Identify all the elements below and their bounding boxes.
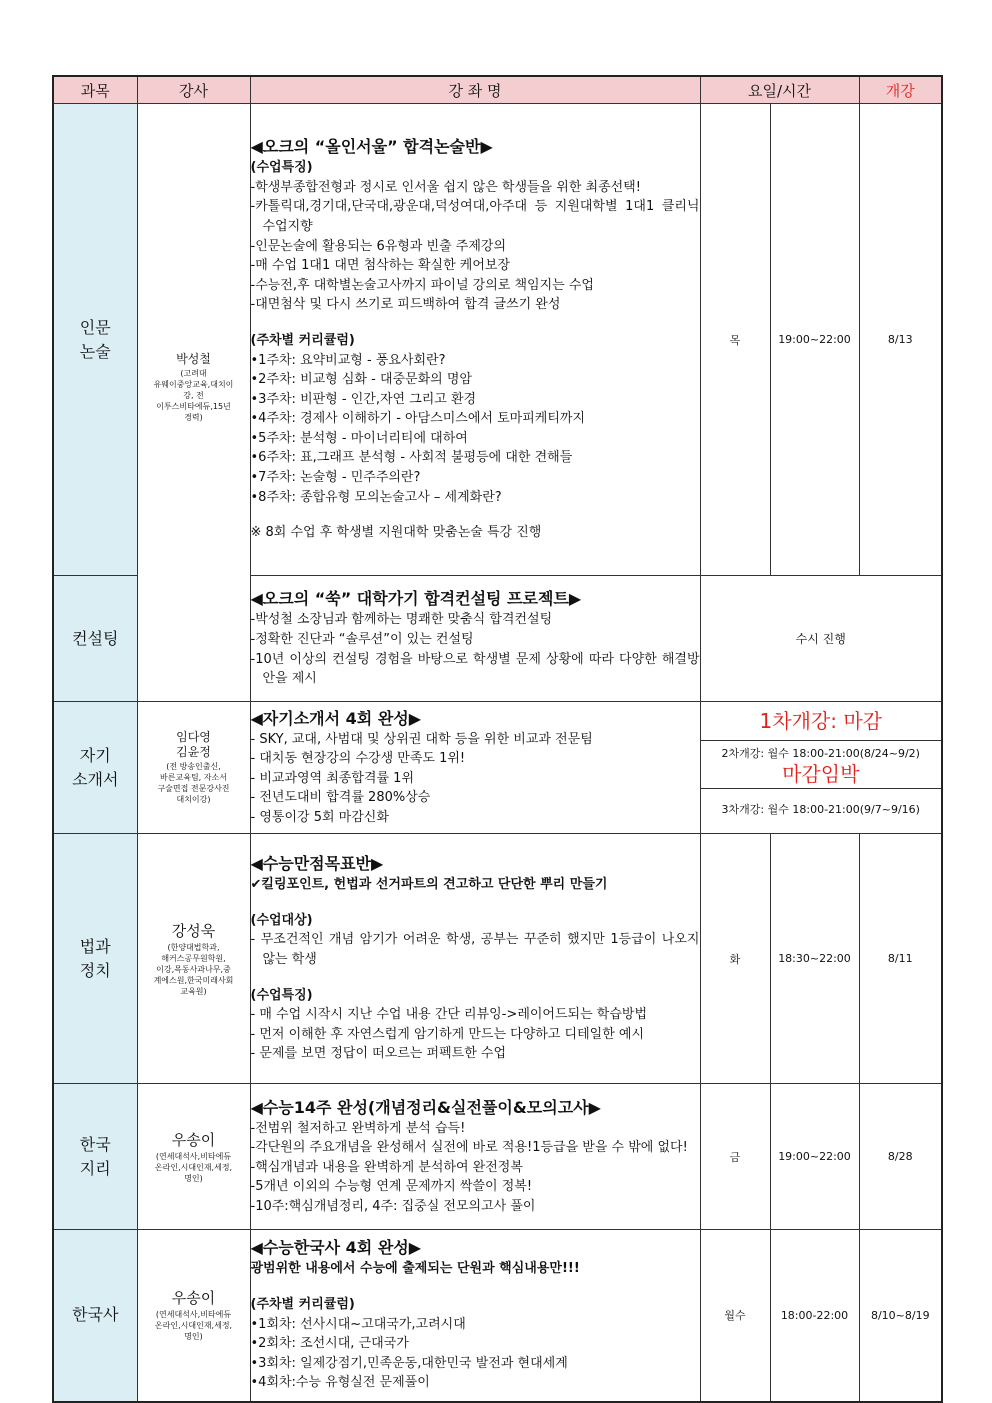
description-line: -대면첨삭 및 다시 쓰기로 피드백하여 합격 글쓰기 완성 <box>250 297 561 313</box>
header-course: 강 좌 명 <box>250 76 700 104</box>
description-line: - 무조건적인 개념 암기가 어려운 학생, 공부는 꾸준히 했지만 1등급이 나오지 않는 학생 <box>250 932 700 967</box>
table-row <box>53 702 942 834</box>
time-cell: 18:00-22:00 <box>770 1230 859 1402</box>
teacher-description: (한양대법학과, 해커스공무원학원, 이강,목동사과나무,중 계에스원,한국미래사회 교육원) <box>153 942 234 996</box>
description-line: -전범위 철저하고 완벽하게 분석 습득! <box>250 1120 466 1136</box>
teacher-name: 강성욱 <box>171 921 216 940</box>
section-heading: (수업대상) <box>250 912 313 928</box>
description-line: - 비교과영역 최종합격률 1위 <box>250 770 414 786</box>
course-cell <box>250 1230 700 1402</box>
description-line: •4회차:수능 유형실전 문제풀이 <box>250 1375 430 1391</box>
header-schedule: 요일/시간 <box>700 76 859 104</box>
description-line: -10주:핵심개념정리, 4주: 집중실 전모의고사 풀이 <box>250 1198 536 1214</box>
spacer <box>251 970 700 986</box>
section-heading: ✔킬링포인트, 헌법과 선거파트의 견고하고 단단한 뿌리 만들기 <box>250 877 608 893</box>
description-line: - SKY, 교대, 사범대 및 상위권 대학 등을 위한 비교과 전문팀 <box>250 731 593 747</box>
description-line: - 먼저 이해한 후 자연스럽게 암기하게 만드는 다양하고 디테일한 예시 <box>250 1026 645 1042</box>
time-cell: 19:00~22:00 <box>770 104 859 576</box>
course-title: ◀오크의 “올인서울” 합격논술반▶ <box>250 137 493 157</box>
header-subject: 과목 <box>53 76 137 104</box>
course-description <box>251 1259 700 1393</box>
spacer <box>251 315 700 331</box>
description-line: -각단원의 주요개념을 완성해서 실전에 바로 적용!1등급을 받을 수 밖에 없다! <box>250 1140 688 1156</box>
section-heading: (수업특징) <box>250 160 313 176</box>
session-3-schedule: 3차개강: 월수 18:00-21:00(9/7~9/16) <box>721 803 920 816</box>
open-date-cell: 8/11 <box>859 834 942 1084</box>
course-title: ◀오크의 “쑥” 대학가기 합격컨설팅 프로젝트▶ <box>250 589 582 609</box>
teacher-name: 임다영 김윤정 <box>176 730 211 759</box>
description-line: - 매 수업 시작시 지난 수업 내용 간단 리뷰잉->레이어드되는 학습방법 <box>250 1007 648 1023</box>
header-teacher: 강사 <box>137 76 250 104</box>
course-description <box>251 158 700 543</box>
day-cell: 월수 <box>700 1230 770 1402</box>
session-2-status: 마감임박 <box>782 762 860 786</box>
open-date-cell: 8/13 <box>859 104 942 576</box>
description-line: - 문제를 보면 정답이 떠오르는 퍼펙트한 수업 <box>250 1046 507 1062</box>
description-line: -5개년 이외의 수능형 연계 문제까지 싹쓸이 정복! <box>250 1179 533 1195</box>
teacher-name: 우송이 <box>171 1289 216 1308</box>
session-1-status: 1차개강: 마감 <box>701 702 942 741</box>
header-open: 개강 <box>859 76 942 104</box>
session-cell <box>700 702 942 834</box>
teacher-cell <box>137 1230 250 1402</box>
course-title: ◀수능한국사 4회 완성▶ <box>250 1238 422 1258</box>
course-cell <box>250 702 700 834</box>
description-line: •1주차: 요약비교형 - 풍요사회란? <box>250 352 446 368</box>
description-line: •5주차: 분석형 - 마이너리티에 대하여 <box>250 430 468 446</box>
subject-cell: 인문 논술 <box>53 104 137 576</box>
description-line: •7주차: 논술형 - 민주주의란? <box>250 470 421 486</box>
subject-cell: 한국 지리 <box>53 1084 137 1230</box>
subject-cell: 법과 정치 <box>53 834 137 1084</box>
spacer <box>251 507 700 523</box>
description-line: •8주차: 종합유형 모의논술고사 – 세계화란? <box>250 489 502 505</box>
description-line: -박성철 소장님과 함께하는 명쾌한 맞춤식 합격컨설팅 <box>250 612 553 628</box>
description-line: •1회차: 선사시대~고대국가,고려시대 <box>250 1316 466 1332</box>
time-cell: 19:00~22:00 <box>770 1084 859 1230</box>
section-heading: (주차별 커리큘럼) <box>250 332 355 348</box>
session-2-schedule: 2차개강: 월수 18:00-21:00(8/24~9/2) <box>721 747 920 760</box>
subject-cell: 컨설팅 <box>53 576 137 702</box>
description-line: -인문논술에 활용되는 6유형과 빈출 주제강의 <box>250 238 507 254</box>
teacher-description: (연세대석사,비타에듀 온라인,시대인재,세정, 명인) <box>154 1151 233 1183</box>
description-line: - 대치동 현장강의 수강생 만족도 1위! <box>250 751 466 767</box>
description-line: •2회차: 조선시대, 근대국가 <box>250 1336 409 1352</box>
header-row <box>53 76 942 104</box>
teacher-description: (연세대석사,비타에듀 온라인,시대인재,세정, 명인) <box>154 1310 233 1342</box>
teacher-description: (고려대 유웨이중앙교육,대치이 강, 전 이투스비타에듀,15년 경력) <box>153 369 234 422</box>
session-2 <box>701 741 942 789</box>
day-cell: 화 <box>700 834 770 1084</box>
course-title: ◀자기소개서 4회 완성▶ <box>250 708 422 728</box>
spacer <box>251 895 700 911</box>
day-cell: 금 <box>700 1084 770 1230</box>
course-description <box>251 1119 700 1217</box>
description-line: - 영통이강 5회 마감신화 <box>250 809 389 825</box>
description-line: •3주차: 비판형 - 인간,자연 그리고 환경 <box>250 391 477 407</box>
table-row <box>53 104 942 576</box>
description-line: -학생부종합전형과 정시로 인서울 쉽지 않은 학생들을 위한 최종선택! <box>250 179 641 195</box>
section-heading: (주차별 커리큘럼) <box>250 1297 355 1313</box>
description-line: -수능전,후 대학별논술고사까지 파이널 강의로 책임지는 수업 <box>250 277 594 293</box>
course-cell <box>250 104 700 576</box>
course-description <box>251 610 700 688</box>
open-date-cell: 8/10~8/19 <box>859 1230 942 1402</box>
teacher-cell <box>137 104 250 702</box>
subject-cell: 한국사 <box>53 1230 137 1402</box>
spacer <box>251 1279 700 1295</box>
table-row <box>53 1084 942 1230</box>
description-line: •4주차: 경제사 이해하기 - 아담스미스에서 토마피케티까지 <box>250 411 586 427</box>
description-line: •3회차: 일제강점기,민족운동,대한민국 발전과 현대세계 <box>250 1355 568 1371</box>
section-heading: (수업특징) <box>250 987 313 1003</box>
table-row <box>53 834 942 1084</box>
course-cell <box>250 1084 700 1230</box>
description-line: -카톨릭대,경기대,단국대,광운대,덕성여대,아주대 등 지원대학별 1대1 클리닉 수업지향 <box>250 199 700 234</box>
teacher-name: 박성철 <box>176 352 211 366</box>
course-title: ◀수능14주 완성(개념정리&실전풀이&모의고사▶ <box>250 1097 601 1117</box>
description-line: •2주차: 비교형 심화 - 대중문화의 명암 <box>250 372 472 388</box>
day-cell: 목 <box>700 104 770 576</box>
description-line: -정확한 진단과 “솔루션”이 있는 컨설팅 <box>250 631 474 647</box>
teacher-cell <box>137 1084 250 1230</box>
teacher-cell <box>137 834 250 1084</box>
description-line: - 전년도대비 합격률 280%상승 <box>250 790 431 806</box>
teacher-name: 우송이 <box>171 1130 216 1149</box>
teacher-cell <box>137 702 250 834</box>
time-cell: 18:30~22:00 <box>770 834 859 1084</box>
teacher-description: (전 방송인출신, 바른교육팀, 자소서 구술면접 전문강사진 대치이강) <box>157 762 230 804</box>
open-date-cell: 8/28 <box>859 1084 942 1230</box>
table-row <box>53 1230 942 1402</box>
schedule-cell: 수시 진행 <box>700 576 942 702</box>
description-line: -핵심개념과 내용을 완벽하게 분석하여 완전정복 <box>250 1159 523 1175</box>
course-title: ◀수능만점목표반▶ <box>250 854 384 874</box>
course-cell <box>250 834 700 1084</box>
subject-cell: 자기 소개서 <box>53 702 137 834</box>
description-line: -10년 이상의 컨설팅 경험을 바탕으로 학생별 문제 상황에 따라 다양한 해결방안을 제시 <box>250 651 700 687</box>
description-line: -매 수업 1대1 대면 첨삭하는 확실한 케어보장 <box>250 258 511 274</box>
description-line: •6주차: 표,그래프 분석형 - 사회적 불평등에 대한 견해들 <box>250 450 573 466</box>
course-description <box>251 730 700 828</box>
course-cell <box>250 576 700 702</box>
course-description <box>251 875 700 1064</box>
course-table <box>52 75 943 1403</box>
section-heading: 광범위한 내용에서 수능에 출제되는 단원과 핵심내용만!!! <box>250 1261 580 1277</box>
description-line: ※ 8회 수업 후 학생별 지원대학 맞춤논술 특강 진행 <box>250 525 542 541</box>
